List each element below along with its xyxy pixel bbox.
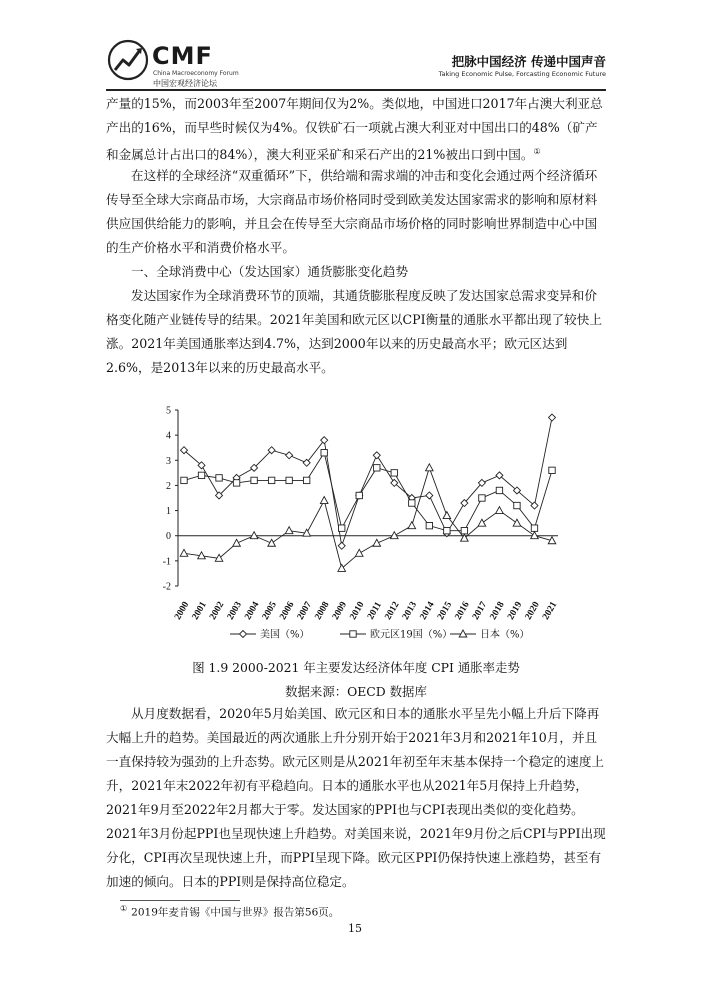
eurozone-cpi-point	[374, 465, 380, 471]
eurozone-cpi-point	[514, 502, 520, 508]
eurozone-cpi-point	[181, 477, 187, 483]
footnote-divider	[120, 900, 240, 901]
legend-label: 日本（%）	[480, 629, 530, 641]
japan-cpi-point	[268, 539, 276, 546]
x-tick-label: 2019	[506, 600, 525, 622]
eurozone-cpi-point	[286, 477, 292, 483]
x-tick-label: 2020	[523, 600, 542, 622]
x-tick-label: 2005	[260, 600, 279, 622]
page-number: 15	[348, 922, 362, 935]
eurozone-cpi-point	[251, 477, 257, 483]
japan-cpi-point	[320, 497, 328, 504]
footnote	[120, 904, 339, 920]
header-divider	[106, 89, 606, 91]
footnote-mark: ①	[120, 904, 128, 913]
x-tick-label: 2011	[366, 600, 384, 622]
logo-subtitle-en: China Macroeconomy Forum	[153, 70, 239, 77]
eurozone-cpi-point	[268, 477, 274, 483]
y-tick-label: 2	[166, 480, 171, 492]
japan-cpi-point	[426, 464, 434, 471]
eurozone-cpi-point	[198, 472, 204, 478]
y-tick-label: 1	[166, 506, 171, 518]
paragraph-3: 发达国家作为全球消费环节的顶端，其通货膨胀程度反映了发达国家总需求变异和价格变化随产业链传导的结果。2021年美国和欧元区以CPI衡量的通胀水平都出现了较快上涨。2021年美国通胀率达到4.7%，达到2000年以来的历史最高水平；欧元区达到2.6%，是2013年以来的历史最高水平。	[106, 288, 602, 375]
x-tick-label: 2018	[488, 600, 507, 622]
japan-cpi-point	[338, 564, 346, 571]
figure-source: 数据来源：OECD 数据库	[285, 684, 427, 699]
x-tick-label: 2008	[313, 600, 332, 622]
us-cpi-point	[426, 492, 433, 499]
cpi-line-chart	[150, 398, 570, 648]
x-tick-label: 2015	[436, 600, 455, 622]
eurozone-cpi-point	[321, 450, 327, 456]
japan-cpi-point	[180, 549, 188, 556]
japan-cpi-point	[513, 519, 521, 526]
x-tick-label: 2021	[541, 600, 560, 622]
japan-cpi-point	[478, 519, 486, 526]
eurozone-cpi-point	[303, 477, 309, 483]
us-cpi-point	[338, 542, 345, 549]
x-tick-label: 2014	[418, 600, 437, 622]
x-tick-label: 2007	[295, 600, 315, 622]
legend-marker	[459, 630, 467, 637]
x-tick-label: 2013	[400, 600, 420, 622]
eurozone-cpi-point	[496, 487, 502, 493]
japan-cpi-point	[443, 512, 451, 519]
x-tick-label: 2017	[471, 600, 490, 622]
y-tick-label: -1	[162, 556, 171, 568]
logo-text: CMF	[152, 42, 213, 70]
eurozone-cpi-point	[426, 522, 432, 528]
x-tick-label: 2016	[453, 600, 472, 622]
us-cpi-point	[549, 414, 556, 421]
eurozone-cpi-point	[233, 480, 239, 486]
footnote-text: 2019年麦肯锡《中国与世界》报告第56页。	[131, 906, 340, 919]
cmf-logo	[106, 38, 266, 94]
japan-cpi-point	[373, 539, 381, 546]
japan-cpi-point	[496, 507, 504, 514]
eurozone-cpi-point	[479, 495, 485, 501]
x-tick-label: 2001	[190, 600, 209, 622]
legend-label: 欧元区19国（%）	[370, 629, 453, 641]
eurozone-cpi-point	[549, 467, 555, 473]
x-tick-label: 2004	[243, 600, 262, 622]
eurozone-cpi-point	[409, 500, 415, 506]
paragraph-1	[106, 92, 606, 167]
page-header	[0, 0, 710, 96]
eurozone-cpi-point	[356, 492, 362, 498]
us-cpi-point	[373, 452, 380, 459]
slogan-en: Taking Economic Pulse, Forcasting Economic Future	[438, 70, 606, 78]
y-tick-label: 4	[166, 430, 171, 442]
japan-cpi-point	[408, 522, 416, 529]
paragraph-1-text: 产量的15%，而2003年至2007年期间仅为2%。类似地，中国进口2017年占澳大利亚总产出的16%，而早些时候仅为4%。仅铁矿石一项就占澳大利亚对中国出口的48%（矿产和金属总计占出口的84%），澳大利亚采矿和采石产出的21%被出口到中国。	[106, 96, 603, 163]
eurozone-cpi-point	[216, 475, 222, 481]
y-tick-label: 5	[166, 405, 171, 417]
legend-label: 美国（%）	[260, 629, 310, 641]
us-cpi-point	[286, 452, 293, 459]
figure-caption: 图 1.9 2000-2021 年主要发达经济体年度 CPI 通胀率走势	[192, 660, 520, 675]
y-tick-label: -2	[162, 581, 171, 593]
x-tick-label: 2009	[330, 600, 350, 622]
eurozone-cpi-point	[461, 527, 467, 533]
y-tick-label: 3	[166, 455, 171, 467]
section-heading: 一、全球消费中心（发达国家）通货膨胀变化趋势	[131, 264, 409, 279]
chart-logo-icon	[106, 38, 150, 82]
legend-marker	[240, 631, 247, 638]
eurozone-cpi-point	[391, 470, 397, 476]
paragraph-4: 从月度数据看，2020年5月始美国、欧元区和日本的通胀水平呈先小幅上升后下降再大幅上升的趋势。美国最近的两次通胀上升分别开始于2021年3月和2021年10月，并且一直保持较为强劲的上升态势。欧元区则是从2021年初至年末基本保持一个稳定的速度上升，2021年末2022年初有平稳趋向。日本的通胀水平也从2021年5月保持上升趋势，2021年9月至2022年2月都大于零。发达国家的PPI也与CPI表现出类似的变化趋势。2021年3月份起PPI也呈现快速上升趋势。对美国来说，2021年9月份之后CPI与PPI出现分化，CPI再次呈现快速上升，而PPI呈现下降。欧元区PPI仍保持快速上涨趋势，甚至有加速的倾向。日本的PPI则是保持高位稳定。	[106, 706, 606, 889]
x-tick-label: 2010	[348, 600, 367, 622]
eurozone-cpi-point	[531, 525, 537, 531]
x-tick-label: 2000	[173, 600, 192, 622]
eurozone-cpi-point	[444, 527, 450, 533]
legend-marker	[350, 631, 356, 637]
x-tick-label: 2012	[383, 600, 402, 622]
japan-cpi-point	[285, 527, 293, 534]
paragraph-2: 在这样的全球经济“双重循环”下，供给端和需求端的冲击和变化会通过两个经济循环传导至全球大宗商品市场，大宗商品市场价格同时受到欧美发达国家需求的影响和原材料供应国供给能力的影响，并且会在传导至大宗商品市场价格的同时影响世界制造中心中国的生产价格水平和消费价格水平。	[106, 168, 598, 255]
japan-cpi-point	[233, 539, 241, 546]
logo-subtitle-cn: 中国宏观经济论坛	[153, 79, 217, 88]
footnote-ref: ①	[533, 147, 541, 156]
slogan-cn: 把脉中国经济 传递中国声音	[451, 54, 606, 69]
y-tick-label: 0	[166, 531, 171, 543]
eurozone-cpi-point	[339, 525, 345, 531]
x-tick-label: 2003	[225, 600, 244, 622]
x-tick-label: 2006	[278, 600, 297, 622]
japan-cpi-point	[355, 549, 363, 556]
x-tick-label: 2002	[208, 600, 227, 622]
